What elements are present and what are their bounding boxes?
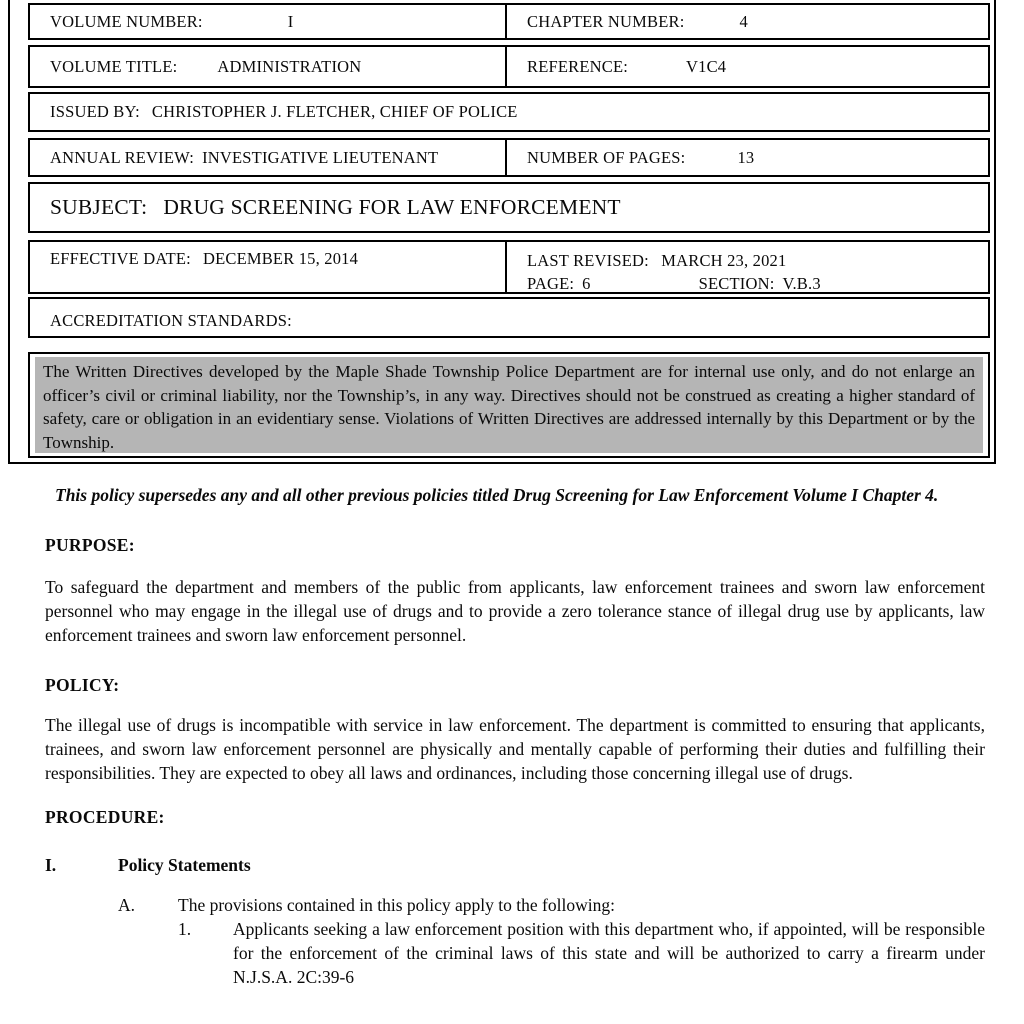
item-A-letter: A. xyxy=(118,895,136,915)
section-1-title: Policy Statements xyxy=(118,855,251,875)
chapter-number-label: CHAPTER NUMBER: xyxy=(527,11,685,31)
cell-accreditation xyxy=(30,299,292,336)
subject-label: SUBJECT: xyxy=(50,195,148,219)
item-1-text: Applicants seeking a law enforcement position with this department who, if appointed, will be responsible for the enforcement of the criminal laws of this state and will be authorized to carry a firearm under N.J.S.A. 2C:39-6 xyxy=(233,919,985,987)
header-table xyxy=(8,0,996,464)
cell-chapter-number xyxy=(507,5,988,38)
row-title-reference xyxy=(28,45,990,88)
procedure-item-A xyxy=(45,893,985,917)
procedure-section-1 xyxy=(45,853,985,877)
annual-review-value: INVESTIGATIVE LIEUTENANT xyxy=(202,147,439,167)
procedure-heading: PROCEDURE: xyxy=(45,807,165,827)
volume-number-value: I xyxy=(287,11,294,31)
cell-volume-number xyxy=(30,5,507,38)
document-body xyxy=(45,462,985,989)
subject-value: DRUG SCREENING FOR LAW ENFORCEMENT xyxy=(163,195,621,219)
accreditation-label: ACCREDITATION STANDARDS: xyxy=(50,311,292,330)
cell-issued-by xyxy=(30,94,518,130)
purpose-heading: PURPOSE: xyxy=(45,535,135,555)
row-subject xyxy=(28,182,990,233)
cell-volume-title xyxy=(30,47,507,86)
effective-date-label: EFFECTIVE DATE: xyxy=(50,249,191,268)
volume-title-label: VOLUME TITLE: xyxy=(50,56,178,76)
cell-effective-date xyxy=(30,242,507,292)
spacer xyxy=(45,893,118,917)
row-dates xyxy=(28,240,990,294)
page-section-line xyxy=(527,272,821,295)
row-accreditation xyxy=(28,297,990,338)
item-A-text: The provisions contained in this policy apply to the following: xyxy=(178,895,615,915)
section-value: V.B.3 xyxy=(782,274,821,293)
reference-label: REFERENCE: xyxy=(527,56,629,76)
number-of-pages-value: 13 xyxy=(737,147,755,167)
last-revised-block xyxy=(527,249,821,295)
section-label: SECTION: xyxy=(698,274,775,293)
number-of-pages-label: NUMBER OF PAGES: xyxy=(527,147,686,167)
spacer xyxy=(591,272,699,295)
cell-number-of-pages xyxy=(507,140,988,175)
effective-date-value: DECEMBER 15, 2014 xyxy=(202,249,359,268)
last-revised-label: LAST REVISED: xyxy=(527,251,649,270)
reference-value: V1C4 xyxy=(686,56,727,76)
cell-reference xyxy=(507,47,988,86)
chapter-number-value: 4 xyxy=(739,11,748,31)
supersedes-note: This policy supersedes any and all other previous policies titled Drug Screening for Law Enforcement Volume I Chapter 4. xyxy=(55,485,939,505)
issued-by-value: CHRISTOPHER J. FLETCHER, CHIEF OF POLICE xyxy=(151,102,518,121)
policy-paragraph: The illegal use of drugs is incompatible with service in law enforcement. The department is committed to ensuring that applicants, trainees, and sworn law enforcement personnel are physically and mentally capable of performing their duties and fulfilling their responsibilities. They are expected to obey all laws and ordinances, including those concerning illegal use of drugs. xyxy=(45,715,985,783)
item-1-number: 1. xyxy=(178,919,192,939)
spacer xyxy=(45,917,178,989)
annual-review-label: ANNUAL REVIEW: xyxy=(50,147,195,167)
page-value: 6 xyxy=(582,274,591,293)
policy-heading: POLICY: xyxy=(45,675,120,695)
volume-title-value: ADMINISTRATION xyxy=(217,56,362,76)
purpose-paragraph: To safeguard the department and members of the public from applicants, law enforcement trainees and sworn law enforcement personnel who may engage in the illegal use of drugs and to provide a zero tolerance stance of illegal drug use by applicants, law enforcement trainees and sworn law enforcement personnel. xyxy=(45,577,985,645)
section-1-numeral: I. xyxy=(45,855,57,875)
last-revised-line xyxy=(527,249,821,272)
cell-last-revised xyxy=(507,242,988,292)
page-label: PAGE: xyxy=(527,274,575,293)
last-revised-value: MARCH 23, 2021 xyxy=(661,251,787,270)
disclaimer-text: The Written Directives developed by the Maple Shade Township Police Department are for internal use only, and do not enlarge an officer’s civil or criminal liability, nor the Township’s, in any way. Directives should not be construed as creating a higher standard of safety, care or obligation in an evidentiary sense. Violations of Written Directives are addressed internally by this Department or by the Township. xyxy=(35,357,983,453)
procedure-item-1 xyxy=(45,917,985,989)
volume-number-label: VOLUME NUMBER: xyxy=(50,11,203,31)
issued-by-label: ISSUED BY: xyxy=(50,102,140,121)
disclaimer-box xyxy=(28,352,990,458)
row-review-pages xyxy=(28,138,990,177)
row-issued-by xyxy=(28,92,990,132)
cell-annual-review xyxy=(30,140,507,175)
cell-subject xyxy=(30,184,621,231)
row-volume-chapter xyxy=(28,3,990,40)
